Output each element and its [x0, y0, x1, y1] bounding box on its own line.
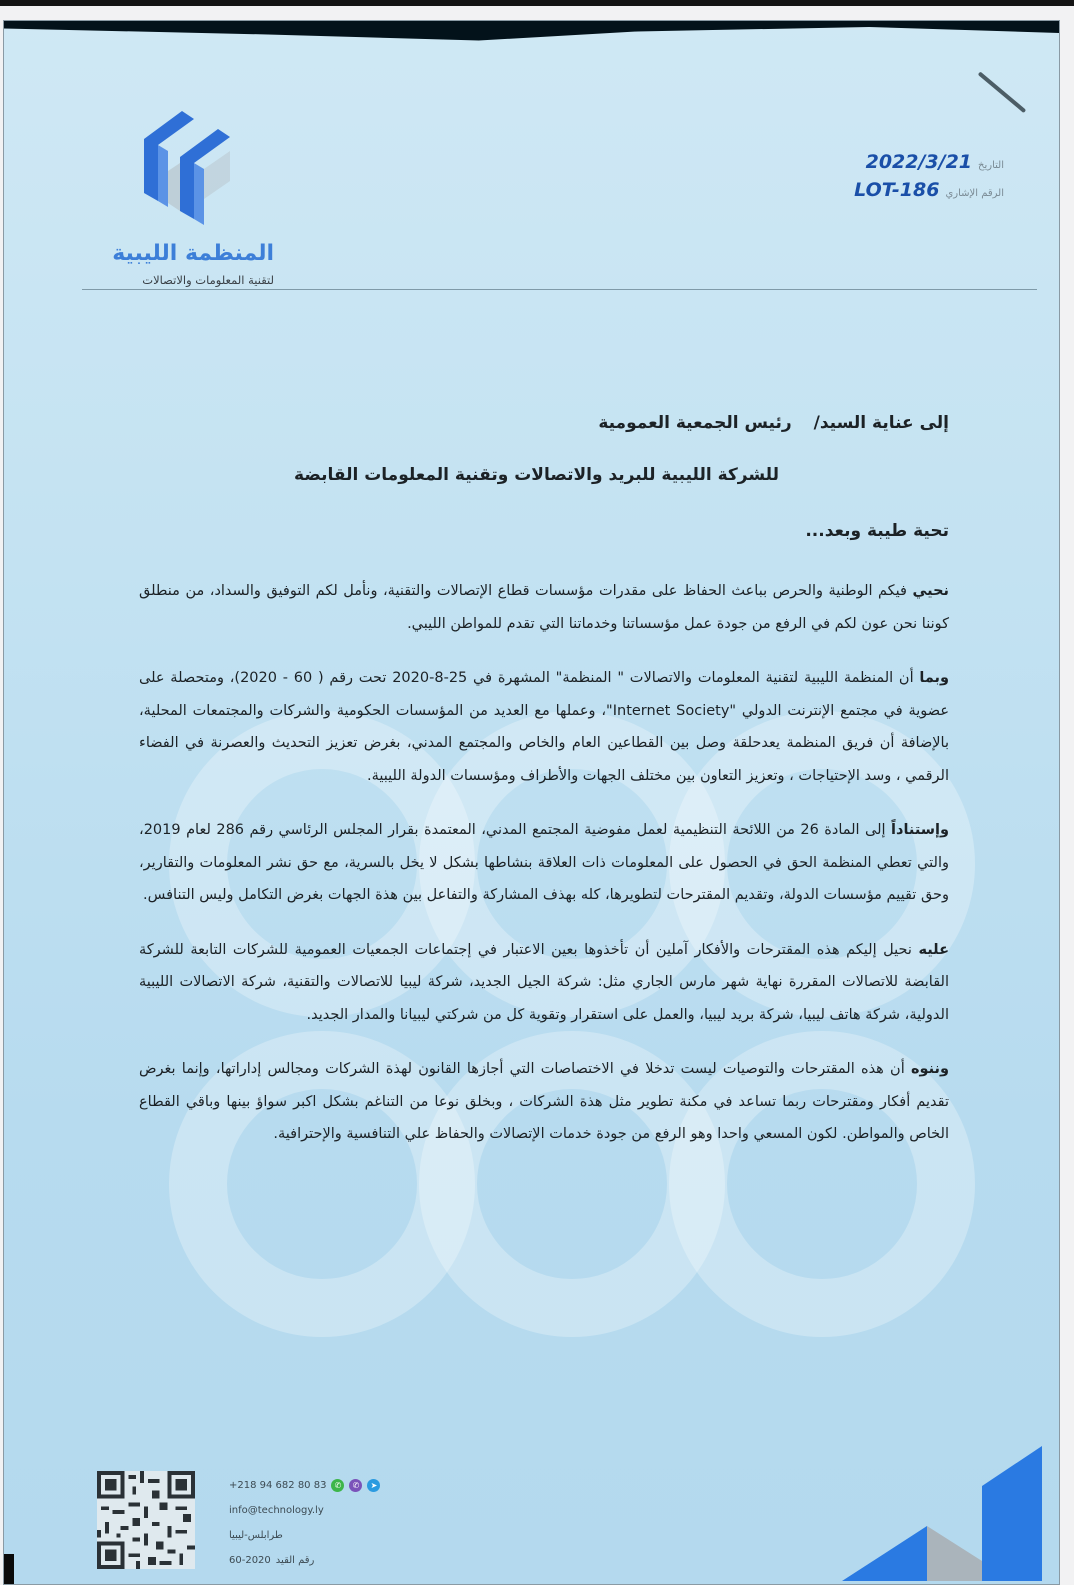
city-row [229, 1523, 380, 1548]
recipient-company: للشركة الليبية للبريد والاتصالات وتقنية المعلومات القابضة [294, 465, 779, 485]
corner-decoration-icon [842, 1446, 1052, 1581]
phone-row [229, 1473, 380, 1498]
scanned-letter-page [3, 20, 1060, 1585]
paragraph [139, 934, 949, 1032]
paragraph-text: أن المنظمة الليبية لتقنية المعلومات والاتصالات " المنظمة" المشهرة في 25-8-2020 تحت رقم ( 60 - 2020)، ومتحصلة على عضوية في مجتمع الإنترنت الدولي "Internet Society"، وعملها مع العديد من المؤسسات الحكومية والشركات والمجتمعات المحلية، بالإضافة أن فريق المنظمة يعدحلقة وصل بين القطاعين العام والخاص والمجتمع المدني، بغرض تعزيز التحديث والعصرنة في الفضاء الرقمي ، وسد الإحتياجات ، وتعزيز التعاون بين مختلف الجهات والأطراف ومؤسسات الدولة الليبية. [139, 670, 949, 784]
paragraph [139, 814, 949, 912]
date-label: التاريخ [978, 160, 1004, 171]
greeting: تحية طيبة وبعد... [805, 521, 949, 541]
reference-value: LOT-186 [854, 179, 940, 201]
paragraph-lead: وبما [919, 670, 949, 686]
reference-label: الرقم الإشاري [945, 188, 1004, 199]
city: طرابلس-ليبيا [229, 1530, 283, 1541]
date-row [854, 151, 1004, 179]
registration-label: رقم القيد [275, 1555, 315, 1566]
scan-shadow [4, 21, 1059, 51]
recipient-title: رئيس الجمعية العمومية [598, 413, 792, 433]
header-divider [82, 289, 1037, 290]
organization-name: المنظمة الليبية [112, 241, 274, 266]
email-address: info@technology.ly [229, 1505, 324, 1516]
viewer-top-bar [0, 0, 1074, 6]
reference-row [854, 179, 1004, 207]
phone-number: +218 94 682 80 83 [229, 1480, 327, 1491]
scan-shadow-corner [4, 1554, 14, 1584]
paragraph [139, 662, 949, 792]
to-label: إلى عناية السيد/ [813, 413, 949, 433]
paragraph-text: أن هذه المقترحات والتوصيات ليست تدخلا في الاختصاصات التي أجازها القانون لهذة الشركات ومجالس إداراتها، وإنما بغرض تقديم أفكار ومقترحات ربما تساعد في مكنة تطوير مثل هذة الشركات ، وبخلق نوعا من التناغم بشكل اكبر سواؤ بينها وباقي القطاع الخاص والمواطن. لكون المسعي واحدا وهو الرفع من جودة خدمات الإتصالات والحفاظ علي التنافسية والإحترافية. [139, 1061, 949, 1142]
paragraph-text: إلى المادة 26 من اللائحة التنظيمية لعمل مفوضية المجتمع المدني، المعتمدة بقرار المجلس الرئاسي رقم 286 لعام 2019، والتي تعطي المنظمة الحق في الحصول على المعلومات ذات العلاقة بنشاطها بشكل لا يخل بالسرية، مع حق نشر المعلومات والتقارير، وحق تقييم مؤسسات الدولة، وتقديم المقترحات لتطويرها، كله بهذف المشاركة والتفاعل بين هذة الجهات بغرض التكامل وليس التنافس. [139, 822, 949, 903]
paragraph-lead: وإستناداً [891, 822, 949, 838]
letter-meta [854, 151, 1004, 207]
paragraph [139, 1053, 949, 1151]
qr-code-icon [97, 1471, 195, 1569]
registration-row [229, 1548, 380, 1573]
whatsapp-icon: ✆ [331, 1479, 344, 1492]
paragraph-lead: نحيي [912, 583, 949, 599]
paragraph [139, 575, 949, 640]
recipient-line [139, 413, 949, 465]
letter-body [139, 413, 949, 1173]
logo-mark-icon [134, 111, 264, 226]
telegram-icon: ➤ [367, 1479, 380, 1492]
contact-info [229, 1473, 380, 1573]
organization-subtitle: لتقنية المعلومات والاتصالات [142, 273, 274, 287]
paragraph-lead: وننوه [910, 1061, 949, 1077]
paragraph-text: فيكم الوطنية والحرص بباعث الحفاظ على مقدرات مؤسسات قطاع الإتصالات والتقنية، ونأمل لكم التوفيق والسداد، من منطلق كوننا نحن عون لكم في الرفع من جودة عمل مؤسساتنا وخدماتنا التي تقدم للمواطن الليبي. [139, 583, 949, 632]
viber-icon: ✆ [349, 1479, 362, 1492]
email-row [229, 1498, 380, 1523]
paragraph-lead: عليه [918, 941, 949, 958]
registration-value: 60-2020 [229, 1555, 271, 1566]
date-value: 2022/3/21 [865, 151, 973, 173]
pen-mark [978, 71, 1027, 113]
paragraph-text: نحيل إليكم هذه المقترحات والأفكار آملين أن تأخذوها بعين الاعتبار في إجتماعات الجمعيات العمومية للشركات التابعة للشركة القابضة للاتصالات المقررة نهاية شهر مارس الجاري مثل: شركة الجيل الجديد، شركة ليبيا للاتصالات والتقنية، شركة الاتصالات الليبية الدولية، شركة هاتف ليبيا، شركة بريد ليبيا، والعمل على استقرار وتقوية كل من شركتي ليبيانا والمدار الجديد. [139, 941, 949, 1023]
